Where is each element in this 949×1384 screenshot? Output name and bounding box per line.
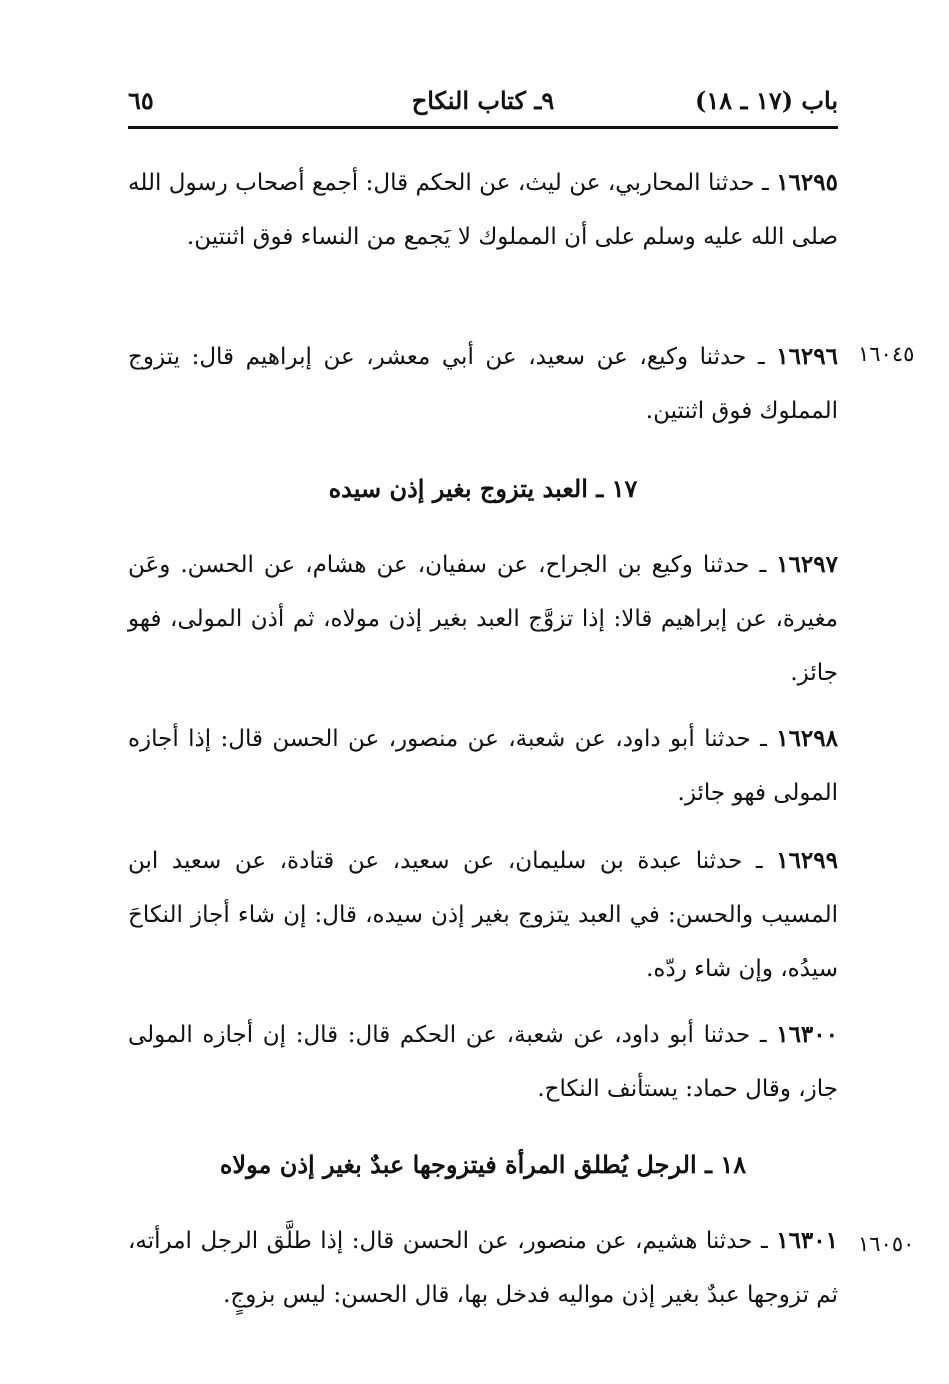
page-header	[128, 86, 838, 122]
entry-text: ـ حدثنا هشيم، عن منصور، عن الحسن قال: إذا طلَّق الرجل امرأته، ثم تزوجها عبدٌ بغير إذن مواليه فدخل بها، قال الحسن: ليس بزوجٍ.	[128, 1228, 838, 1308]
entry-16301	[128, 1214, 838, 1322]
section-heading-17: ١٧ ـ العبد يتزوج بغير إذن سيده	[328, 474, 638, 503]
entry-16296	[128, 330, 838, 438]
entry-number: ١٦٢٩٥	[776, 169, 838, 196]
header-rule	[128, 126, 838, 129]
entry-text: ـ حدثنا المحاربي، عن ليث، عن الحكم قال: أجمع أصحاب رسول الله صلى الله عليه وسلم على أن المملوك لا يَجمع من النساء فوق اثنتين.	[128, 170, 838, 250]
entry-16299	[128, 834, 838, 996]
entry-number: ١٦٢٩٧	[776, 551, 838, 578]
entry-number: ١٦٢٩٨	[776, 725, 838, 752]
entry-16298	[128, 712, 838, 820]
entry-number: ١٦٢٩٩	[776, 847, 838, 874]
entry-16300	[128, 1008, 838, 1116]
entry-number: ١٦٣٠٠	[776, 1021, 838, 1048]
margin-number-16045: ١٦٠٤٥	[858, 342, 915, 366]
entry-text: ـ حدثنا أبو داود، عن شعبة، عن منصور، عن الحسن قال: إذا أجازه المولى فهو جائز.	[128, 726, 838, 806]
page-number: ٦٥	[128, 86, 154, 115]
entry-text: ـ حدثنا وكيع بن الجراح، عن سفيان، عن هشام، عن الحسن. وعَن مغيرة، عن إبراهيم قالا: إذا تزوَّج العبد بغير إذن مولاه، ثم أذن المولى، فهو جائز.	[128, 552, 838, 686]
entry-text: ـ حدثنا وكيع، عن سعيد، عن أبي معشر، عن إبراهيم قال: يتزوج المملوك فوق اثنتين.	[128, 344, 838, 424]
entry-text: ـ حدثنا عبدة بن سليمان، عن سعيد، عن قتادة، عن سعيد ابن المسيب والحسن: في العبد يتزوج بغير إذن سيده، قال: إن شاء أجاز النكاحَ سيدُه، وإن شاء ردّه.	[128, 848, 838, 982]
book-title: ٩ـ كتاب النكاح	[411, 86, 555, 115]
entry-number: ١٦٢٩٦	[776, 343, 838, 370]
entry-text: ـ حدثنا أبو داود، عن شعبة، عن الحكم قال: قال: إن أجازه المولى جاز، وقال حماد: يستأنف النكاح.	[128, 1022, 838, 1102]
margin-number-16050: ١٦٠٥٠	[858, 1232, 915, 1256]
section-heading-18: ١٨ ـ الرجل يُطلق المرأة فيتزوجها عبدٌ بغير إذن مولاه	[219, 1150, 747, 1179]
entry-16295	[128, 156, 838, 264]
chapter-range: باب (١٧ ـ ١٨)	[695, 86, 838, 115]
entry-number: ١٦٣٠١	[776, 1227, 838, 1254]
entry-16297	[128, 538, 838, 700]
